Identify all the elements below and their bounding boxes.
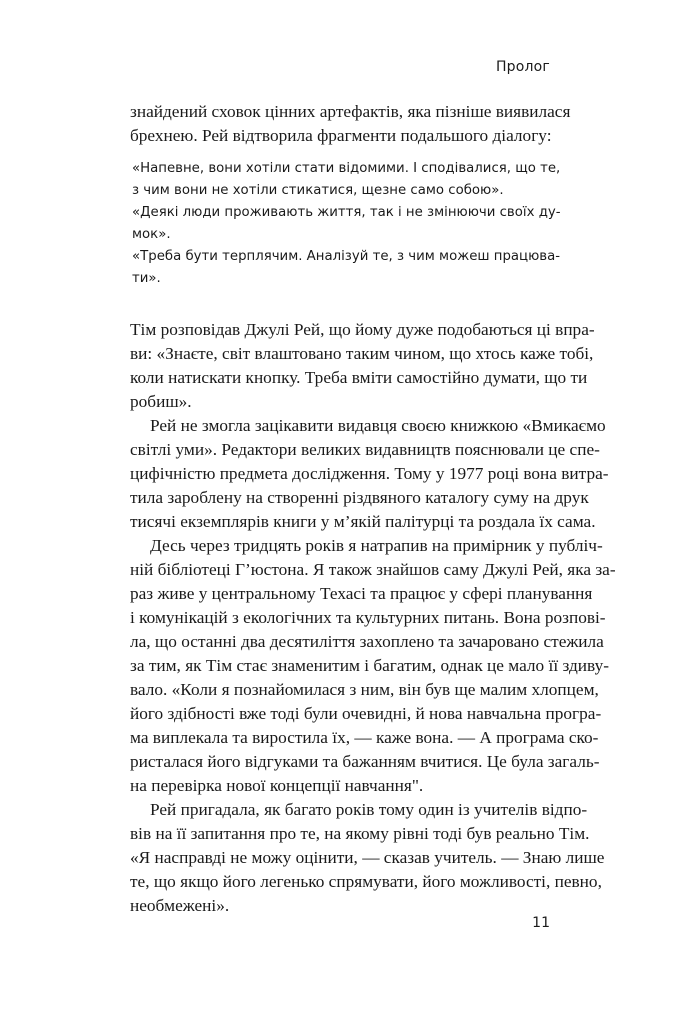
text-line: раз живе у центральному Техасі та працює у сфері планування [130, 584, 593, 603]
paragraph [130, 414, 609, 534]
text-line: вало. «Коли я познайомилася з ним, він був ще малим хлопцем, [130, 680, 599, 699]
text-line: необмежені». [130, 896, 230, 915]
quote-line: мок». [132, 227, 171, 242]
text-line: знайдений сховок цінних артефактів, яка пізніше виявилася [130, 102, 571, 121]
text-line: світлі уми». Редактори великих видавництв пояснювали це спе- [130, 440, 600, 459]
paragraph [130, 534, 616, 798]
text-line: ла, що останні два десятиліття захоплено та зачаровано стежила [130, 632, 604, 651]
text-line: і комунікацій з екологічних та культурних питань. Вона розпові- [130, 608, 606, 627]
paragraph [130, 798, 605, 918]
quote-line: «Деякі люди проживають життя, так і не змінюючи своїх ду- [132, 205, 561, 220]
text-line: ній бібліотеці Г’юстона. Я також знайшов саму Джулі Рей, яка за- [130, 560, 616, 579]
paragraph [130, 318, 595, 414]
text-line: цифічністю предмета дослідження. Тому у 1977 році вона витра- [130, 464, 609, 483]
text-line: ристалася його відгуками та бажанням вчитися. Це була загаль- [130, 752, 600, 771]
text-line: Рей не змогла зацікавити видавця своєю книжкою «Вмикаємо [150, 416, 606, 435]
text-line: коли натискати кнопку. Треба вміти самостійно думати, що ти [130, 368, 588, 387]
quote-line: «Напевне, вони хотіли стати відомими. І сподівалися, що те, [132, 161, 561, 176]
text-line: робиш». [130, 392, 192, 411]
text-line: те, що якщо його легенько спрямувати, його можливості, певно, [130, 872, 602, 891]
text-line: тисячі екземплярів книги у м’якій палітурці та роздала їх сама. [130, 512, 596, 531]
text-line: Тім розповідав Джулі Рей, що йому дуже подобаються ці впра- [130, 320, 595, 339]
text-line: Десь через тридцять років я натрапив на примірник у публіч- [150, 536, 603, 555]
text-line: вів на її запитання про те, на якому рівні тоді був реально Тім. [130, 824, 590, 843]
text-line: ма виплекала та виростила їх, — каже вона. — А програма ско- [130, 728, 599, 747]
page-number: 11 [532, 915, 550, 931]
text-line: брехнею. Рей відтворила фрагменти подальшого діалогу: [130, 126, 552, 145]
running-header: Пролог [495, 59, 550, 75]
text-line: Рей пригадала, як багато років тому один із учителів відпо- [150, 800, 588, 819]
text-line: за тим, як Тім стає знаменитим і багатим, однак це мало її здиву- [130, 656, 609, 675]
text-line: на перевірка нової концепції навчання". [130, 776, 424, 795]
text-line: «Я насправді не можу оцінити, — сказав учитель. — Знаю лише [130, 848, 605, 867]
text-line: ви: «Знаєте, світ влаштовано таким чином, що хтось каже тобі, [130, 344, 594, 363]
quote-line: ти». [132, 271, 161, 286]
quote-line: з чим вони не хотіли стикатися, щезне само собою». [132, 183, 504, 198]
text-line: тила зароблену на створенні різдвяного каталогу суму на друк [130, 488, 589, 507]
paragraph-continuation [130, 100, 571, 148]
text-line: його здібності вже тоді були очевидні, й нова навчальна програ- [130, 704, 602, 723]
quote-line: «Треба бути терплячим. Аналізуй те, з чим можеш працюва- [132, 249, 561, 264]
dialogue-quote-block [132, 158, 561, 290]
